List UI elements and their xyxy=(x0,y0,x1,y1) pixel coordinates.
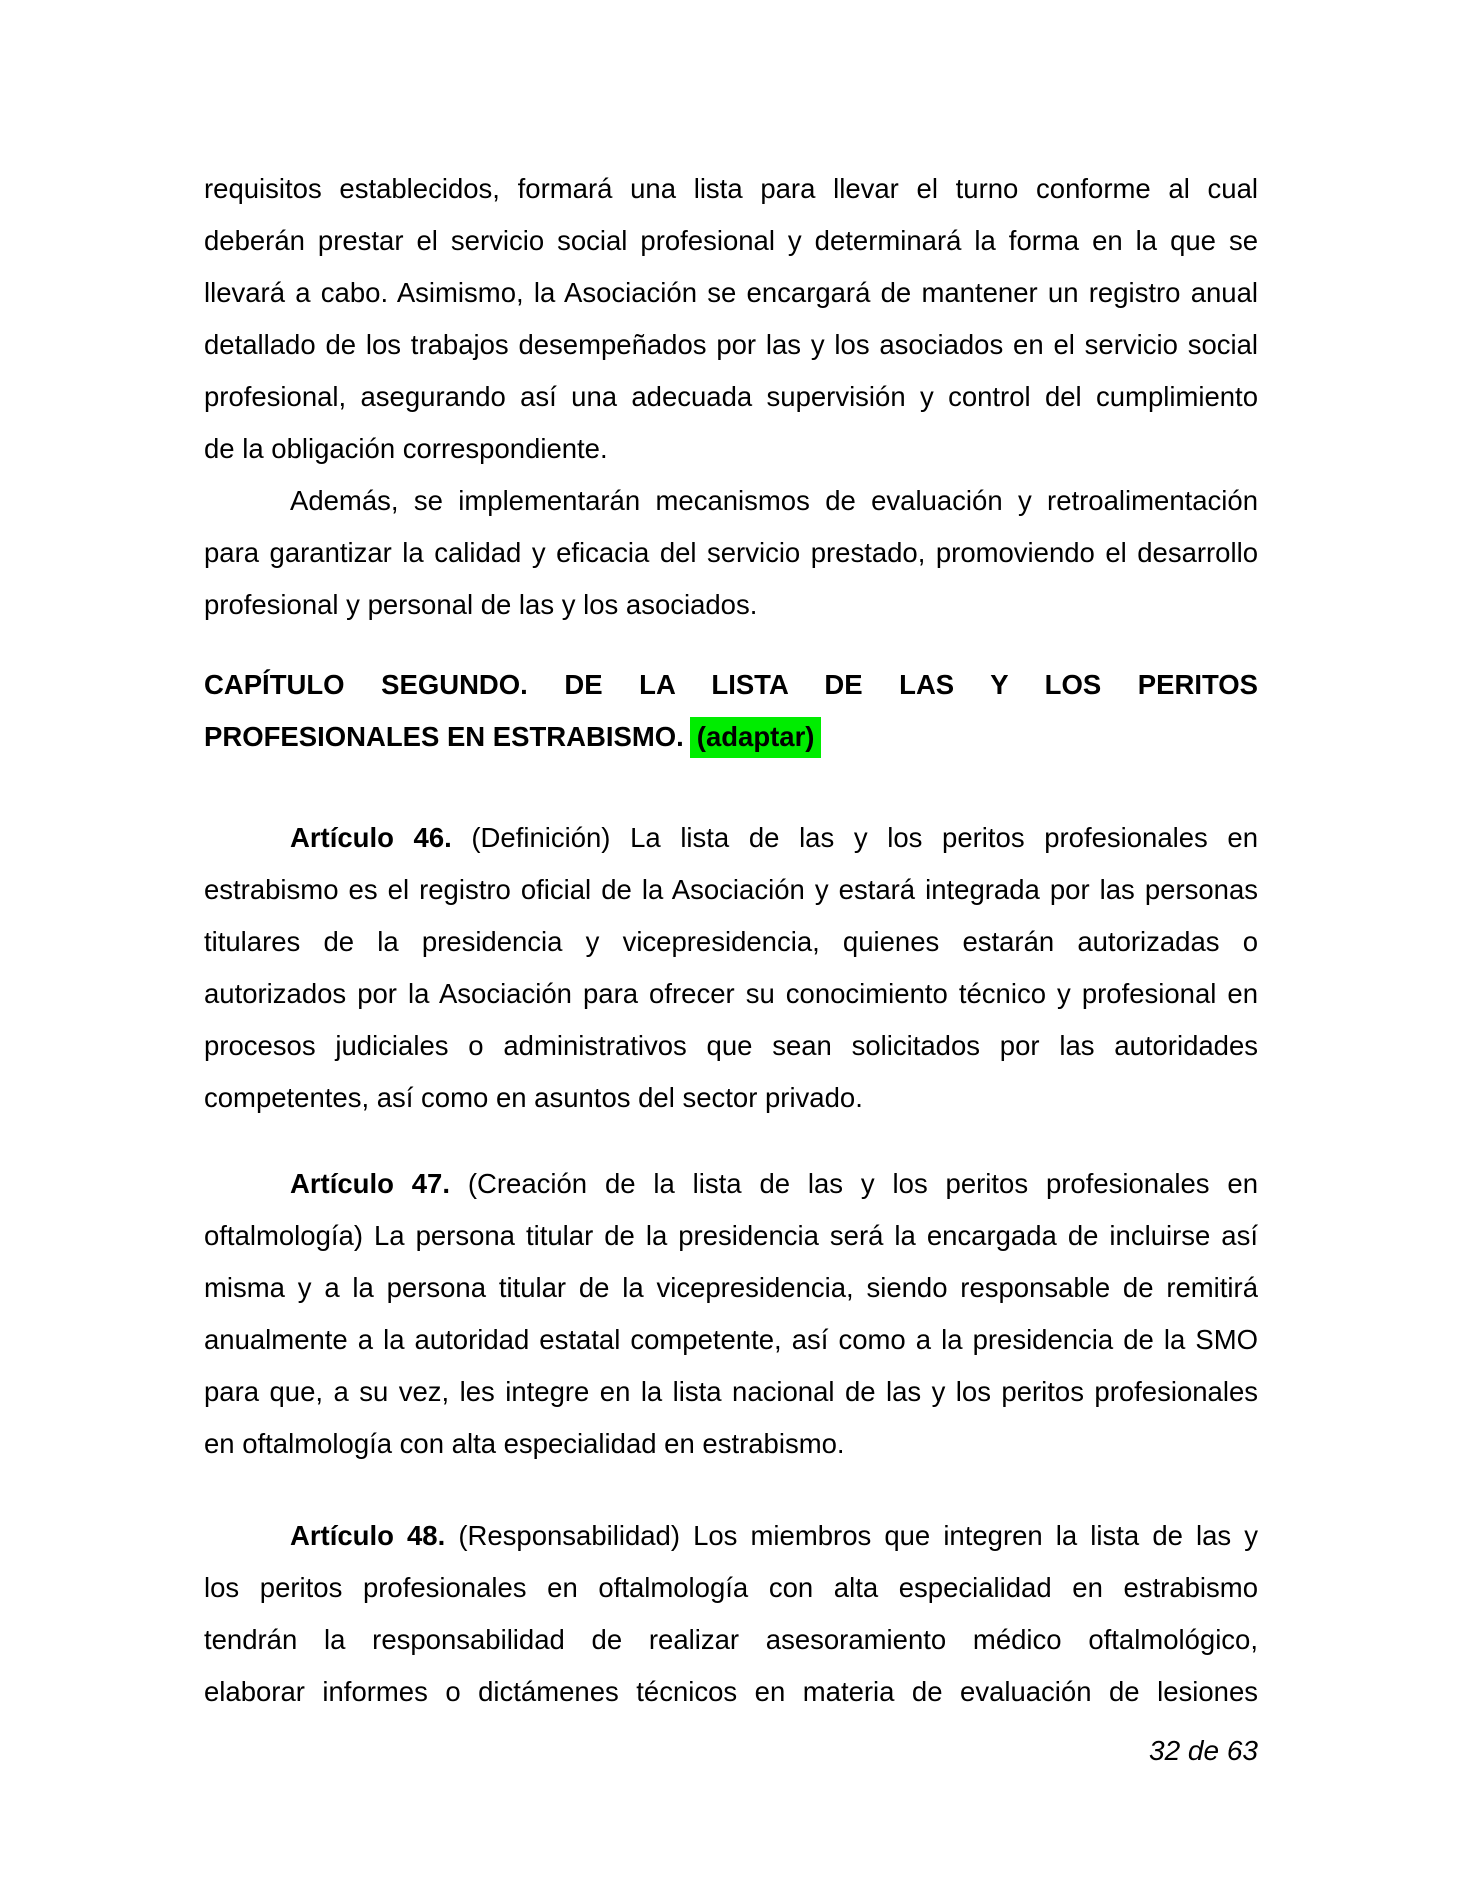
paragraph-line: Además, se implementarán mecanismos de evaluación y retroalimentación xyxy=(290,485,1258,516)
article-48 xyxy=(204,1510,1258,1718)
article-46-text: (Definición) La lista de las y los peritos profesionales en xyxy=(451,822,1258,853)
paragraph-line: profesional, asegurando así una adecuada supervisión y control del cumplimiento xyxy=(204,381,1258,412)
paragraph-line: de la obligación correspondiente. xyxy=(204,433,608,464)
article-46-line: procesos judiciales o administrativos que sean solicitados por las autoridades xyxy=(204,1030,1258,1061)
article-47-line: para que, a su vez, les integre en la lista nacional de las y los peritos profesionales xyxy=(204,1376,1258,1407)
chapter-heading-line: CAPÍTULO SEGUNDO. DE LA LISTA DE LAS Y LOS PERITOS xyxy=(204,669,1258,700)
article-48-label: Artículo 48. xyxy=(290,1520,446,1551)
article-47-text: (Creación de la lista de las y los peritos profesionales en xyxy=(450,1168,1258,1199)
adaptar-highlight: (adaptar) xyxy=(690,717,822,758)
article-46-line: competentes, así como en asuntos del sector privado. xyxy=(204,1082,863,1113)
article-48-text: (Responsabilidad) Los miembros que integren la lista de las y xyxy=(445,1520,1258,1551)
chapter-heading-line xyxy=(204,711,1258,763)
article-47-line: misma y a la persona titular de la vicepresidencia, siendo responsable de remitirá xyxy=(204,1272,1258,1303)
article-47-line: oftalmología) La persona titular de la presidencia será la encargada de incluirse así xyxy=(204,1220,1258,1251)
article-48-line: los peritos profesionales en oftalmología con alta especialidad en estrabismo xyxy=(204,1572,1258,1603)
intro-paragraphs xyxy=(204,163,1258,631)
article-46-line xyxy=(204,812,1258,864)
article-46-label: Artículo 46. xyxy=(290,822,452,853)
paragraph-line: detallado de los trabajos desempeñados por las y los asociados en el servicio social xyxy=(204,329,1258,360)
article-46 xyxy=(204,812,1258,1124)
article-47-line xyxy=(204,1158,1258,1210)
article-48-line: elaborar informes o dictámenes técnicos en materia de evaluación de lesiones xyxy=(204,1676,1258,1707)
article-47-line: anualmente a la autoridad estatal competente, así como a la presidencia de la SMO xyxy=(204,1324,1258,1355)
paragraph-line: profesional y personal de las y los asociados. xyxy=(204,589,758,620)
chapter-heading-text: PROFESIONALES EN ESTRABISMO. xyxy=(204,721,684,752)
page-number: 32 de 63 xyxy=(1149,1735,1258,1766)
article-47-label: Artículo 47. xyxy=(290,1168,450,1199)
chapter-heading xyxy=(204,659,1258,763)
article-47 xyxy=(204,1158,1258,1470)
paragraph-line: deberán prestar el servicio social profesional y determinará la forma en la que se xyxy=(204,225,1258,256)
paragraph-line: requisitos establecidos, formará una lista para llevar el turno conforme al cual xyxy=(204,173,1258,204)
article-46-line: estrabismo es el registro oficial de la Asociación y estará integrada por las personas xyxy=(204,874,1258,905)
article-47-line: en oftalmología con alta especialidad en estrabismo. xyxy=(204,1428,845,1459)
article-46-line: autorizados por la Asociación para ofrecer su conocimiento técnico y profesional en xyxy=(204,978,1258,1009)
paragraph-line: llevará a cabo. Asimismo, la Asociación se encargará de mantener un registro anual xyxy=(204,277,1258,308)
article-48-line: tendrán la responsabilidad de realizar asesoramiento médico oftalmológico, xyxy=(204,1624,1258,1655)
article-46-line: titulares de la presidencia y vicepresidencia, quienes estarán autorizadas o xyxy=(204,926,1258,957)
article-48-line xyxy=(204,1510,1258,1562)
paragraph-line: para garantizar la calidad y eficacia del servicio prestado, promoviendo el desarrollo xyxy=(204,537,1258,568)
